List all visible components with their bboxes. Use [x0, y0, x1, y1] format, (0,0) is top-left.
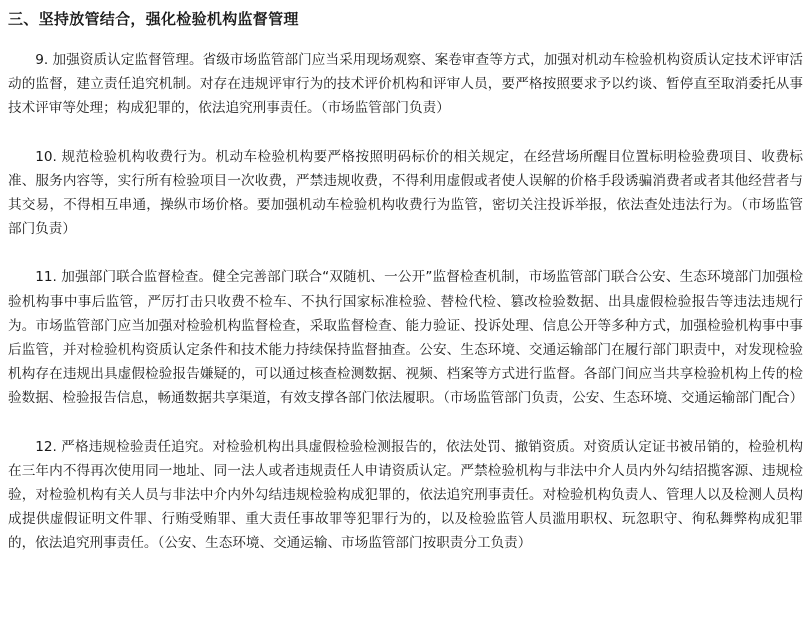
section-heading: 三、坚持放管结合，强化检验机构监督管理	[8, 10, 299, 28]
paragraph-item-12: 12. 严格违规检验责任追究。对检验机构出具虚假检验检测报告的，依法处罚、撤销资质。对资质认定证书被吊销的，检验机构在三年内不得再次使用同一地址、同一法人或者违规责任人申请资质认定。严禁检验机构与非法中介人员内外勾结招揽客源、违规检验，对检验机构有关人员与非法中介内外勾结违规检验构成犯罪的，依法追究刑事责任。对检验机构负责人、管理人以及检测人员构成提供虚假证明文件罪、行贿受贿罪、重大责任事故罪等犯罪行为的，以及检验监管人员滥用职权、玩忽职守、徇私舞弊构成犯罪的，依法追究刑事责任。（公安、生态环境、交通运输、市场监管部门按职责分工负责）	[8, 438, 803, 552]
paragraph-item-11: 11. 加强部门联合监督检查。健全完善部门联合“双随机、一公开”监督检查机制，市场监管部门联合公安、生态环境部门加强检验机构事中事后监管，严厉打击只收费不检车、不执行国家标准检验、替检代检、篡改检验数据、出具虚假检验报告等违法违规行为。市场监管部门应当加强对检验机构监督检查，采取监督检查、能力验证、投诉处理、信息公开等多种方式，加强检验机构事中事后监管，并对检验机构资质认定条件和技术能力持续保持监督抽查。公安、生态环境、交通运输部门在履行部门职责中，对发现检验机构存在违规出具虚假检验报告嫌疑的，可以通过核查检测数据、视频、档案等方式进行监督。各部门间应当共享检验机构上传的检验数据、检验报告信息，畅通数据共享渠道，有效支撑各部门依法履职。（市场监管部门负责，公安、生态环境、交通运输部门配合）	[8, 269, 804, 407]
paragraph-item-9: 9. 加强资质认定监督管理。省级市场监管部门应当采用现场观察、案卷审查等方式，加强对机动车检验机构资质认定技术评审活动的监督，建立责任追究机制。对存在违规评审行为的技术评价机构和评审人员，要严格按照要求予以约谈、暂停直至取消委托从事技术评审等处理；构成犯罪的，依法追究刑事责任。（市场监管部门负责）	[8, 52, 803, 117]
paragraph-item-10: 10. 规范检验机构收费行为。机动车检验机构要严格按照明码标价的相关规定，在经营场所醒目位置标明检验费项目、收费标准、服务内容等，实行所有检验项目一次收费，严禁违规收费，不得利用虚假或者使人误解的价格手段诱骗消费者或者其他经营者与其交易，不得相互串通，操纵市场价格。要加强机动车检验机构收费行为监管，密切关注投诉举报，依法查处违法行为。（市场监管部门负责）	[8, 148, 803, 238]
